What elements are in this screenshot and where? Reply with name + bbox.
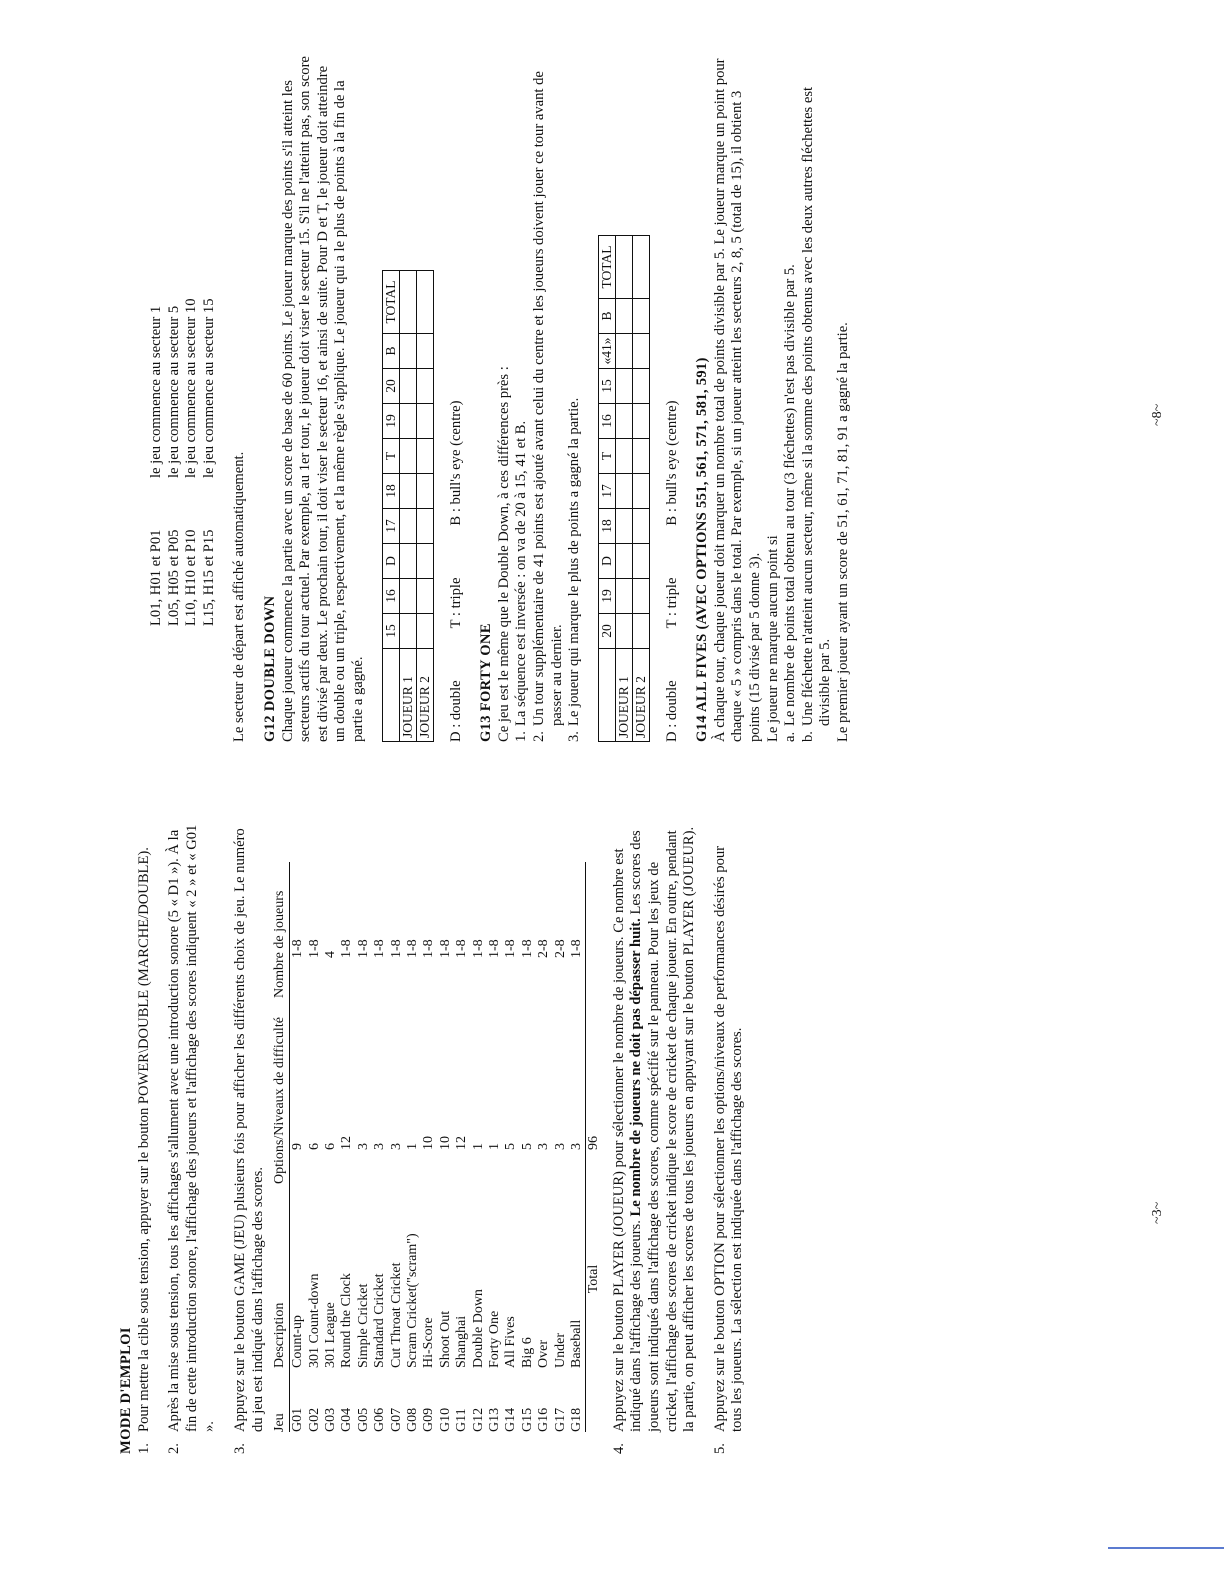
game-code: G07 [388,1407,404,1432]
game-code: G14 [503,1407,519,1432]
score-cell [399,579,416,614]
start-level-item [166,52,184,626]
game-description: Hi-Score [421,1317,437,1368]
score-col-header: T [598,439,615,474]
score-cell [615,579,632,614]
game-description: Shanghai [454,1315,470,1368]
game-options: 6 [306,1143,322,1150]
list-item: 2. Un tour supplémentaire de 41 points est ajouté avant celui du centre et les joueurs doivent jouer ce tour avant de passer au dernier. [530,71,565,742]
left-page [0,792,1224,1584]
game-row [569,862,586,1432]
game-code: G16 [536,1407,552,1432]
score-cell [416,474,433,509]
game-options: 5 [519,1143,535,1150]
section-heading-mode-emploi: MODE D'EMPLOI [118,1327,134,1454]
score-col-header: T [382,439,399,474]
score-col-header: 16 [382,579,399,614]
score-cell [632,579,649,614]
start-level-list [148,52,218,626]
game-players: 1-8 [372,939,388,958]
game-description: All Fives [503,1316,519,1368]
step-2: 2. Après la mise sous tension, tous les affichages s'allument avec une introduction sonore (5 « D1 »). À la fin de cette introduction sonore, l'affichage des joueurs et l'affichage des scores indiquent « 2 » et « G01 ». [166,824,218,1454]
score-col-header: 20 [598,614,615,649]
score-col-header: TOTAL [598,236,615,299]
games-table-header [271,862,290,1432]
total-value: 96 [586,998,603,1184]
game-code: G17 [552,1407,568,1432]
game-code: G09 [421,1407,437,1432]
game-description: Cut Throat Cricket [388,1262,404,1368]
list-item: 3. Le joueur qui marque le plus de points a gagné la partie. [566,397,583,742]
score-cell [416,509,433,544]
player-label: JOUEUR 1 [615,649,632,742]
score-row [632,236,649,742]
game-options: 10 [437,1136,453,1150]
score-cell [399,334,416,369]
score-cell [615,404,632,439]
game-options: 1 [470,1143,486,1150]
g14-list [782,52,835,742]
g12-heading: G12 DOUBLE DOWN [261,595,278,742]
score-cell [615,509,632,544]
score-cell [632,614,649,649]
score-cell [615,544,632,579]
start-level-item [183,52,201,626]
g14-winner: Le premier joueur ayant un score de 51, 61, 71, 81, 91 a gagné la partie. [835,322,852,742]
game-row [487,862,503,1432]
step-5: 5. Appuyez sur le bouton OPTION pour sélectionner les options/niveaux de performances désirés pour tous les joueurs. La sélection est indiquée dans l'affichage des scores. [711,845,746,1454]
header-jeu: Jeu [271,1368,290,1432]
game-description: Standard Cricket [372,1273,388,1368]
score-cell [399,614,416,649]
player-label: JOUEUR 2 [416,649,433,742]
game-players: 2-8 [552,939,568,958]
step-4: 4. Appuyez sur le bouton PLAYER (JOUEUR) pour sélectionner le nombre de joueurs. Ce nombre est indiqué dans l'affichage des joueurs. Le nombre de joueurs ne doit pas dépasser huit. Les scores des joueurs sont indiqués dans l'affichage des scores, comme spécifié sur le panneau. Pour les jeux de cricket, l'affichage des scores de cricket indique le score de cricket de chaque joueur. En outre, pendant la partie, on peut afficher les scores de tous les joueurs en appuyant sur le bouton PLAYER (JOUEUR). [610,826,698,1454]
game-description: Shoot Out [437,1310,453,1368]
games-table [271,862,603,1432]
page-number-right: ~8~ [1150,403,1165,426]
game-players: 2-8 [536,939,552,958]
score-cell [399,509,416,544]
score-col-header: 20 [382,369,399,404]
game-code: G01 [290,1407,306,1432]
score-cell [615,474,632,509]
game-code: G11 [454,1408,470,1432]
game-code: G13 [487,1407,503,1432]
game-players: 1-8 [405,939,420,958]
game-players: 1-8 [421,939,437,958]
score-cell [615,299,632,334]
g14-text: À chaque tour, chaque joueur doit marquer un nombre total de points divisible par 5. Le joueur marque un point pour chaque « 5 » compris dans le total. Par exemple, si un joueur atteint les secteurs 2, 8, 5 (total de 15), il obtient 3 points (15 divisé par 5 donne 3). [711,58,764,742]
game-players: 1-8 [355,939,371,958]
score-cell [416,271,433,334]
game-description: Round the Clock [339,1273,355,1368]
score-cell [416,334,433,369]
game-players: 1-8 [503,939,519,958]
game-options: 12 [454,1136,470,1150]
score-col-header: 19 [598,579,615,614]
score-col-header: 18 [382,474,399,509]
score-cell [416,579,433,614]
score-cell [632,334,649,369]
start-level-codes: L05, H05 et P05 [165,529,182,626]
game-row [421,862,437,1432]
game-options: 3 [536,1143,552,1150]
start-level-item [148,52,166,626]
score-cell [615,614,632,649]
score-row [615,236,632,742]
game-description: Double Down [470,1289,486,1368]
game-row [503,862,519,1432]
game-options: 3 [372,1143,388,1150]
score-cell [416,369,433,404]
start-level-text: le jeu commence au secteur 10 [183,298,200,478]
score-col-header: 15 [598,369,615,404]
game-code: G02 [306,1407,322,1432]
game-options: 1 [405,1143,420,1150]
g12-table-body [399,271,433,742]
games-table-total-row [586,862,603,1432]
score-cell [399,404,416,439]
g13-table-header [598,236,615,742]
start-level-codes: L10, H10 et P10 [183,529,200,626]
score-col-header: 17 [382,509,399,544]
game-description: Simple Cricket [355,1283,371,1368]
game-options: 10 [421,1136,437,1150]
list-item: 1. La séquence est inversée : on va de 20 à 15, 41 et B. [513,420,530,742]
score-col-header: D [382,544,399,579]
game-code: G15 [519,1407,535,1432]
list-item: b. Une fléchette n'atteint aucun secteur, même si la somme des points obtenus avec les deux autres fléchettes est divisible par 5. [799,86,834,742]
step-1: 1. Pour mettre la cible sous tension, appuyer sur le bouton POWER\DOUBLE (MARCHE/DOUBLE). [135,847,152,1454]
score-col-header: 17 [598,474,615,509]
g13-score-table [598,235,650,742]
game-description: Count-up [290,1315,306,1368]
game-row [372,862,388,1432]
score-cell [399,474,416,509]
game-players: 1-8 [569,939,585,958]
g12-legend [448,52,466,742]
game-description: Over [536,1340,552,1368]
g12-score-table [382,270,434,742]
score-cell [632,474,649,509]
game-code: G03 [322,1407,338,1432]
game-code: G18 [569,1407,585,1432]
game-row [307,862,323,1432]
game-row [454,862,470,1432]
player-label: JOUEUR 1 [399,649,416,742]
left-page-content [118,824,747,1454]
legend-item: T : triple [447,577,464,629]
legend-item: D : double [447,680,464,742]
game-players: 1-8 [470,939,486,958]
score-col-header [598,649,615,742]
game-description: Big 6 [519,1337,535,1368]
game-description: 301 League [322,1302,338,1368]
score-col-header [382,649,399,742]
game-options: 3 [388,1143,404,1150]
game-players: 1-8 [437,939,453,958]
g14-no-point: Le joueur ne marque aucun point si [764,535,781,742]
legend-item: T : triple [663,577,680,629]
right-page-content [148,52,853,742]
score-cell [399,271,416,334]
game-description: Forty One [487,1310,503,1368]
page-number-left: ~3~ [1150,1201,1165,1224]
score-col-header: 16 [598,404,615,439]
legend-item: B : bull's eye (centre) [447,400,464,526]
game-players: 1-8 [339,939,355,958]
start-level-text: le jeu commence au secteur 1 [148,305,164,478]
game-row [290,862,307,1432]
game-options: 1 [487,1143,503,1150]
score-cell [615,334,632,369]
score-cell [416,439,433,474]
game-row [520,862,536,1432]
score-col-header: B [382,334,399,369]
game-players: 1-8 [290,939,306,958]
game-players: 1-8 [487,939,503,958]
score-col-header: 15 [382,614,399,649]
score-col-header: B [598,299,615,334]
score-cell [399,544,416,579]
game-options: 3 [569,1143,585,1150]
g13-table-body [615,236,649,742]
score-cell [632,299,649,334]
list-item: a. Le nombre de points total obtenu au tour (3 fléchettes) n'est pas divisible par 5. [782,264,799,742]
game-row [405,862,421,1432]
score-cell [615,236,632,299]
game-code: G12 [470,1407,486,1432]
start-note: Le secteur de départ est affiché automatiquement. [231,451,248,742]
game-players: 1-8 [519,939,535,958]
score-col-header: «41» [598,334,615,369]
games-table-body [290,862,586,1432]
start-level-codes: L01, H01 et P01 [148,529,164,626]
g14-heading: G14 ALL FIVES (AVEC OPTIONS 551, 561, 571, 581, 591) [694,357,711,742]
scan-edge-mark [1108,1548,1224,1550]
score-col-header: D [598,544,615,579]
total-label: Total [586,1184,603,1368]
game-code: G05 [355,1407,371,1432]
score-col-header: 18 [598,509,615,544]
game-row [471,862,487,1432]
game-code: G06 [372,1407,388,1432]
g12-text: Chaque joueur commence la partie avec un score de base de 60 points. Le joueur marque des points s'il atteint les secteurs actifs du tour actuel. Par exemple, au 1er tour, le joueur doit viser le secteur 15. S'il ne l'atteint pas, son score est divisé par deux. Le prochain tour, il doit viser le secteur 16, et ainsi de suite. Pour D et T, le joueur doit atteindre un double ou un triple, respectivement, et la même règle s'applique. Le joueur qui a le plus de points à la fin de la partie a gagné. [279,56,366,742]
game-players: 1-8 [454,939,470,958]
score-cell [632,544,649,579]
game-description: 301 Count-down [306,1273,322,1368]
start-level-text: le jeu commence au secteur 15 [200,298,217,478]
g13-legend [664,52,682,742]
score-cell [632,369,649,404]
game-row [389,862,405,1432]
score-cell [615,439,632,474]
game-description: Baseball [569,1319,585,1368]
header-nombre-joueurs: Nombre de joueurs [271,862,290,998]
game-options: 3 [355,1143,371,1150]
game-options: 12 [339,1136,355,1150]
score-cell [399,439,416,474]
game-description: Scram Cricket("scram") [405,1233,420,1368]
max-players-note: Le nombre de joueurs ne doit pas dépasser huit. [628,918,645,1217]
game-players: 1-8 [388,939,404,958]
score-cell [416,404,433,439]
game-options: 3 [552,1143,568,1150]
score-cell [416,614,433,649]
score-row [416,271,433,742]
game-row [553,862,569,1432]
g12-table-header [382,271,399,742]
start-level-codes: L15, H15 et P15 [200,529,217,626]
score-cell [615,369,632,404]
score-row [399,271,416,742]
game-row [356,862,372,1432]
header-description: Description [271,1184,290,1368]
step-3: 3. Appuyez sur le bouton GAME (JEU) plusieurs fois pour afficher les différents choix de jeu. Le numéro du jeu est indiqué dans l'affichage des scores. [231,828,266,1454]
game-row [536,862,552,1432]
g13-heading: G13 FORTY ONE [478,623,495,742]
game-options: 6 [322,1143,338,1150]
score-col-header: TOTAL [382,271,399,334]
header-options: Options/Niveaux de difficulté [271,998,290,1184]
game-code: G08 [405,1407,420,1432]
score-cell [632,236,649,299]
legend-item: D : double [663,680,680,742]
game-options: 5 [503,1143,519,1150]
game-row [438,862,454,1432]
game-row [339,862,355,1432]
start-level-item [201,52,219,626]
game-code: G04 [339,1407,355,1432]
player-label: JOUEUR 2 [632,649,649,742]
game-description: Under [552,1333,568,1368]
score-cell [632,509,649,544]
game-players: 4 [322,951,338,958]
start-level-text: le jeu commence au secteur 5 [165,305,182,478]
legend-item: B : bull's eye (centre) [663,400,680,526]
score-cell [632,439,649,474]
score-cell [416,544,433,579]
g13-intro: Ce jeu est le même que le Double Down, à ces différences près : [495,366,512,742]
g13-list [513,52,583,742]
score-cell [632,404,649,439]
game-code: G10 [437,1407,453,1432]
score-cell [399,369,416,404]
score-col-header: 19 [382,404,399,439]
game-row [323,862,339,1432]
game-options: 9 [290,1143,306,1150]
game-players: 1-8 [306,939,322,958]
